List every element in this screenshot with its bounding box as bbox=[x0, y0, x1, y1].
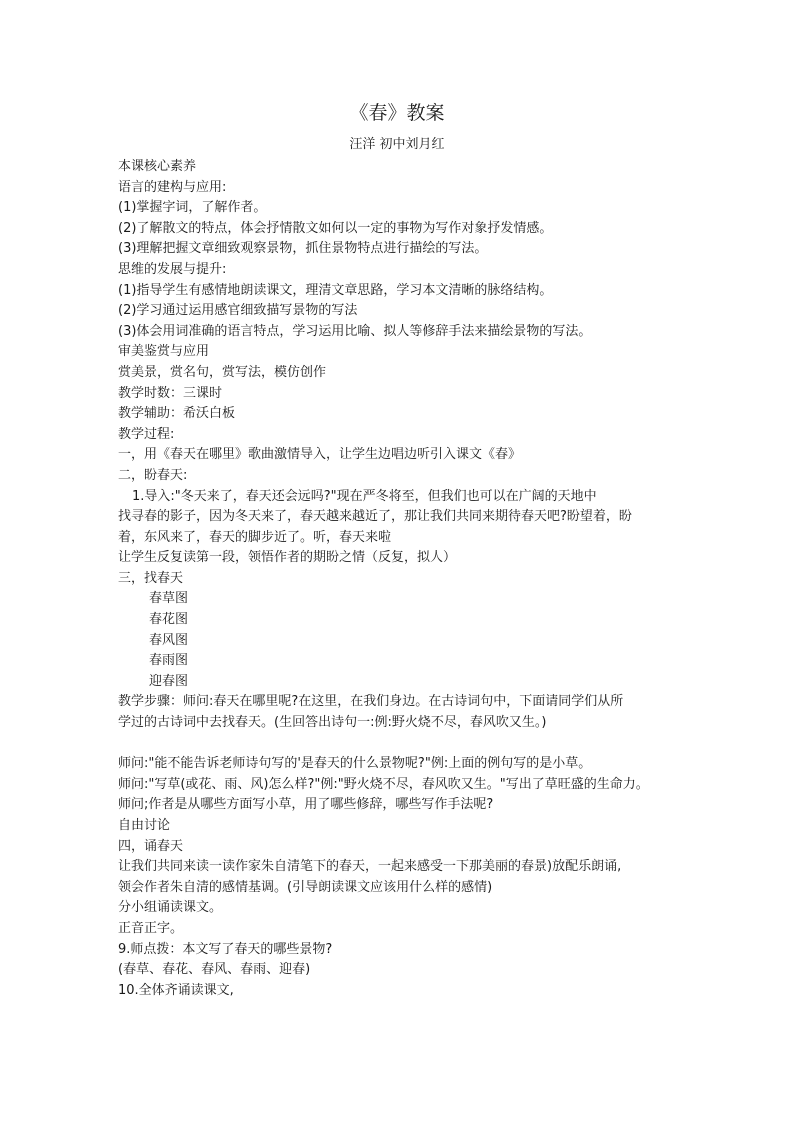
subsection-heading: 教学过程: bbox=[118, 426, 175, 442]
text-line: 自由讨论 bbox=[118, 818, 171, 833]
subsection-heading: 思维的发展与提升: bbox=[118, 261, 227, 277]
text-line: 让学生反复读第一段，领悟作者的期盼之情（反复，拟人） bbox=[118, 550, 457, 566]
text-line: 二，盼春天: bbox=[118, 467, 188, 483]
list-item: 春雨图 bbox=[149, 653, 189, 669]
text-line: (3)理解把握文章细致观察景物，抓住景物特点进行描绘的写法。 bbox=[118, 241, 488, 257]
subsection-heading: 审美鉴赏与应用 bbox=[118, 344, 210, 360]
text-line: 赏美景，赏名句，赏写法，模仿创作 bbox=[118, 364, 327, 380]
text-line: (春草、春花、春风、春雨、迎春) bbox=[118, 962, 311, 978]
subsection-heading: 语言的建构与应用: bbox=[118, 179, 227, 195]
list-item: 迎春图 bbox=[149, 673, 189, 689]
text-line: 师问;作者是从哪些方面写小草，用了哪些修辞，哪些写作手法呢? bbox=[118, 797, 494, 813]
document-body bbox=[118, 157, 678, 1001]
text-line: (2)学习通过运用感官细致描写景物的写法 bbox=[118, 303, 358, 319]
text-line: 找寻春的影子，因为冬天来了，春天越来越近了，那让我们共同来期待春天吧?盼望着，盼 bbox=[118, 509, 632, 525]
list-item: 春花图 bbox=[149, 612, 189, 628]
text-line: (2)了解散文的特点，体会抒情散文如何以一定的事物为写作对象抒发情感。 bbox=[118, 220, 553, 236]
text-line: (3)体会用词准确的语言特点，学习运用比喻、拟人等修辞手法来描绘景物的写法。 bbox=[118, 323, 592, 339]
text-line: (1)指导学生有感情地朗读课文，理清文章思路，学习本文清晰的脉络结构。 bbox=[118, 282, 553, 298]
text-line: 1.导入:"冬天来了，春天还会远吗?"现在严冬将至，但我们也可以在广阔的天地中 bbox=[132, 488, 597, 504]
text-line: 教学辅助：希沃白板 bbox=[118, 406, 236, 422]
text-line: 9.师点拨：本文写了春天的哪些景物? bbox=[118, 941, 333, 957]
text-line: 三，找春天 bbox=[118, 570, 184, 586]
text-line: 师问:"写草(或花、雨、风)怎么样?"例:"野火烧不尽，春风吹又生。"写出了草旺盛的生命力。 bbox=[118, 776, 649, 792]
text-line: 四，诵春天 bbox=[118, 838, 184, 854]
text-line: 着，东风来了，春天的脚步近了。听，春天来啦 bbox=[118, 529, 392, 545]
list-item: 春风图 bbox=[149, 632, 189, 648]
document-author: 汪洋 初中刘月红 bbox=[349, 137, 445, 152]
blank-line bbox=[118, 734, 678, 755]
text-line: 10.全体齐诵读课文, bbox=[118, 982, 234, 998]
text-line: 领会作者朱自清的感情基调。(引导朗读课文应该用什么样的感情) bbox=[118, 879, 493, 895]
text-line: 教学步骤：师问:春天在哪里呢?在这里，在我们身边。在古诗词句中，下面请同学们从所 bbox=[118, 694, 624, 710]
text-line: 正音正字。 bbox=[118, 920, 184, 936]
document-title: 《春》教案 bbox=[349, 102, 445, 124]
text-line: 教学时数：三课时 bbox=[118, 385, 223, 401]
text-line: 一，用《春天在哪里》歌曲激情导入，让学生边唱边听引入课文《春》 bbox=[118, 447, 522, 463]
section-heading: 本课核心素养 bbox=[118, 159, 197, 174]
text-line: 分小组诵读课文。 bbox=[118, 900, 223, 916]
text-line: (1)掌握字词，了解作者。 bbox=[118, 200, 267, 216]
list-item: 春草图 bbox=[149, 591, 189, 607]
text-line: 学过的古诗词中去找春天。(生回答出诗句一:例:野火烧不尽，春风吹又生。) bbox=[118, 715, 547, 731]
text-line: 师问:"能不能告诉老师诗句写的'是春天的什么景物呢?"例:上面的例句写的是小草。 bbox=[118, 756, 592, 772]
text-line: 让我们共同来读一读作家朱自清笔下的春天，一起来感受一下那美丽的春景)放配乐朗诵, bbox=[118, 859, 622, 875]
